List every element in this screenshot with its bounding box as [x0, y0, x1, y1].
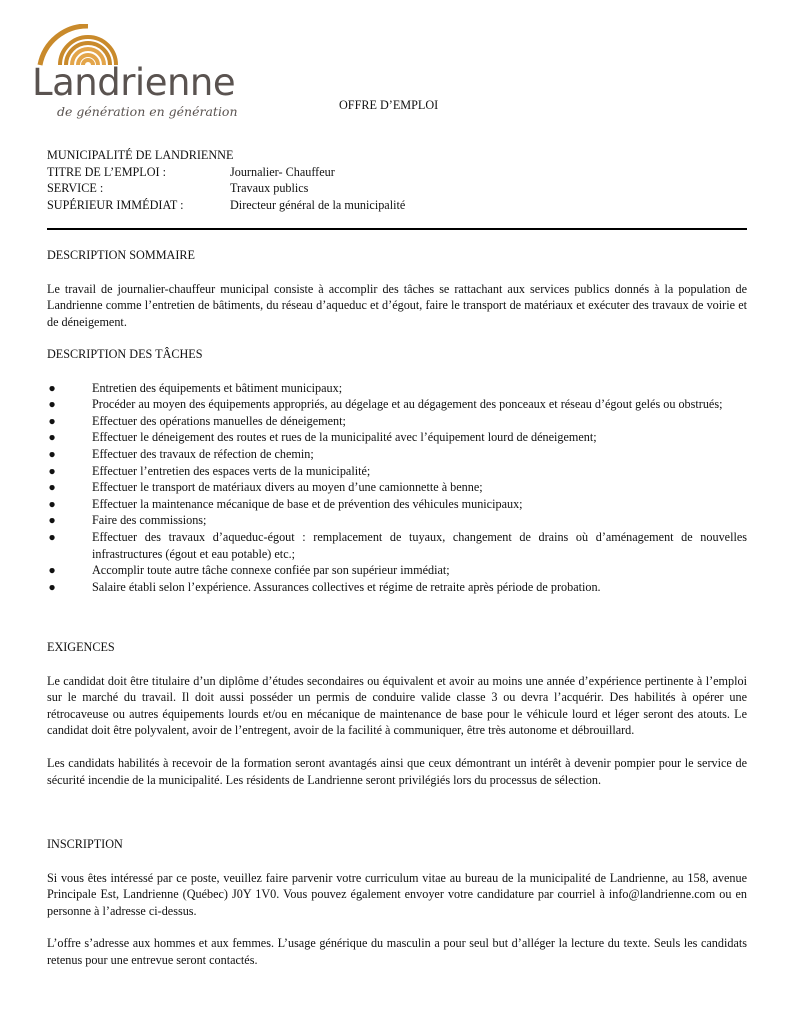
bullet-icon: ● [48, 446, 56, 461]
task-text: Effectuer le transport de matériaux divers au moyen d’une camionnette à benne; [92, 480, 483, 495]
section-title: DESCRIPTION SOMMAIRE [47, 248, 195, 262]
header-value: Travaux publics [230, 181, 309, 196]
section-title: INSCRIPTION [47, 837, 123, 851]
task-list-item [47, 479, 747, 496]
header-value: Journalier- Chauffeur [230, 164, 335, 179]
section-title: EXIGENCES [47, 640, 115, 654]
task-list-item [47, 496, 747, 513]
requirements-paragraph: Le candidat doit être titulaire d’un diplôme d’études secondaires ou équivalent et avoir au moins une année d’expérience pertinente à l’emploi sur le marché du travail. Il doit aussi posséder un permis de conduire valide classe 3 ou devra l’acquérir. Des habilités à opérer une rétrocaveuse ou autres équipements lourds et/ou en mécanique de maintenance de base pour le véhicule lourd et léger seront des atouts. Le candidat doit être polyvalent, avoir de l’entregent, avoir de la facilité à communiquer, être très autonome et débrouillard. [47, 673, 747, 738]
task-text: Effectuer des travaux d’aqueduc-égout : remplacement de tuyaux, changement de drains où d’aménagement de nouvelles infrastructures (égout et eau potable) etc.; [92, 529, 747, 561]
requirements-paragraph: Les candidats habilités à recevoir de la formation seront avantagés ainsi que ceux démontrant un intérêt à devenir pompier pour le service de sécurité incendie de la municipalité. Les résidents de Landrienne seront privilégiés lors du processus de sélection. [47, 755, 747, 787]
task-list-item [47, 396, 747, 413]
bullet-icon: ● [48, 480, 56, 495]
task-list-item [47, 579, 747, 596]
header-row-title [47, 164, 747, 181]
header-value: Directeur général de la municipalité [230, 197, 406, 212]
inscription-paragraph: L’offre s’adresse aux hommes et aux femmes. L’usage générique du masculin a pour seul but d’alléger la lecture du texte. Seuls les candidats retenus pour une entrevue seront contactés. [47, 936, 747, 967]
bullet-icon: ● [48, 579, 56, 594]
document-title: OFFRE D’EMPLOI [339, 98, 439, 112]
task-text: Procéder au moyen des équipements appropriés, au dégelage et au dégagement des ponceaux et réseau d’égout gelés ou obstrués; [92, 397, 723, 412]
bullet-icon: ● [48, 563, 56, 578]
section-requirements [47, 639, 747, 788]
task-text: Effectuer la maintenance mécanique de base et de prévention des véhicules municipaux; [92, 496, 523, 511]
bullet-icon: ● [48, 397, 56, 412]
task-list-item [47, 380, 747, 397]
section-summary [47, 247, 747, 330]
task-text: Faire des commissions; [92, 513, 207, 528]
task-list-item [47, 463, 747, 480]
logo-tagline: de génération en génération [57, 104, 238, 119]
header-row-service [47, 180, 747, 197]
task-text: Accomplir toute autre tâche connexe confiée par son supérieur immédiat; [92, 563, 450, 578]
bullet-icon: ● [48, 513, 56, 528]
task-text: Effectuer des opérations manuelles de déneigement; [92, 413, 346, 428]
bullet-icon: ● [48, 430, 56, 445]
inscription-paragraph: Si vous êtes intéressé par ce poste, veuillez faire parvenir votre curriculum vitae au bureau de la municipalité de Landrienne, au 158, avenue Principale Est, Landrienne (Québec) J0Y 1V0. Vous pouvez également envoyer votre candidature par courriel à info@landrienne.com ou en personne à l’adresse ci-dessus. [47, 870, 747, 918]
task-text: Entretien des équipements et bâtiment municipaux; [92, 380, 343, 395]
header-label: SERVICE : [47, 181, 104, 196]
header-row-supervisor [47, 197, 747, 214]
job-header [47, 147, 747, 213]
bullet-icon: ● [48, 496, 56, 511]
bullet-icon: ● [48, 413, 56, 428]
task-list-item [47, 562, 747, 579]
section-tasks [47, 346, 747, 595]
bullet-icon: ● [48, 529, 56, 544]
municipality-logo [30, 24, 236, 120]
organization-text: MUNICIPALITÉ DE LANDRIENNE [47, 148, 234, 162]
header-divider [47, 228, 747, 230]
sun-arcs-icon [30, 24, 140, 66]
bullet-icon: ● [48, 380, 56, 395]
task-list-item [47, 429, 747, 446]
logo-wordmark: Landrienne [32, 61, 236, 104]
task-list-item [47, 446, 747, 463]
task-text: Salaire établi selon l’expérience. Assurances collectives et régime de retraite après période de probation. [92, 579, 601, 594]
header-label: TITRE DE L’EMPLOI : [47, 164, 167, 179]
bullet-icon: ● [48, 463, 56, 478]
task-text: Effectuer le déneigement des routes et rues de la municipalité avec l’équipement lourd de déneigement; [92, 430, 597, 445]
task-text: Effectuer l’entretien des espaces verts de la municipalité; [92, 463, 371, 478]
task-list [47, 380, 747, 596]
section-title: DESCRIPTION DES TÂCHES [47, 347, 203, 361]
task-text: Effectuer des travaux de réfection de chemin; [92, 446, 314, 461]
task-list-item [47, 529, 747, 562]
section-inscription [47, 836, 747, 969]
summary-paragraph: Le travail de journalier-chauffeur municipal consiste à accomplir des tâches se rattachant aux services publics donnés à la population de Landrienne comme l’entretien de bâtiments, du réseau d’aqueduc et d’égout, faire le transport de matériaux et exécuter des travaux de voirie et de déneigement. [47, 281, 747, 329]
organization-name [47, 147, 747, 164]
task-list-item [47, 512, 747, 529]
task-list-item [47, 413, 747, 430]
header-label: SUPÉRIEUR IMMÉDIAT : [47, 197, 184, 212]
